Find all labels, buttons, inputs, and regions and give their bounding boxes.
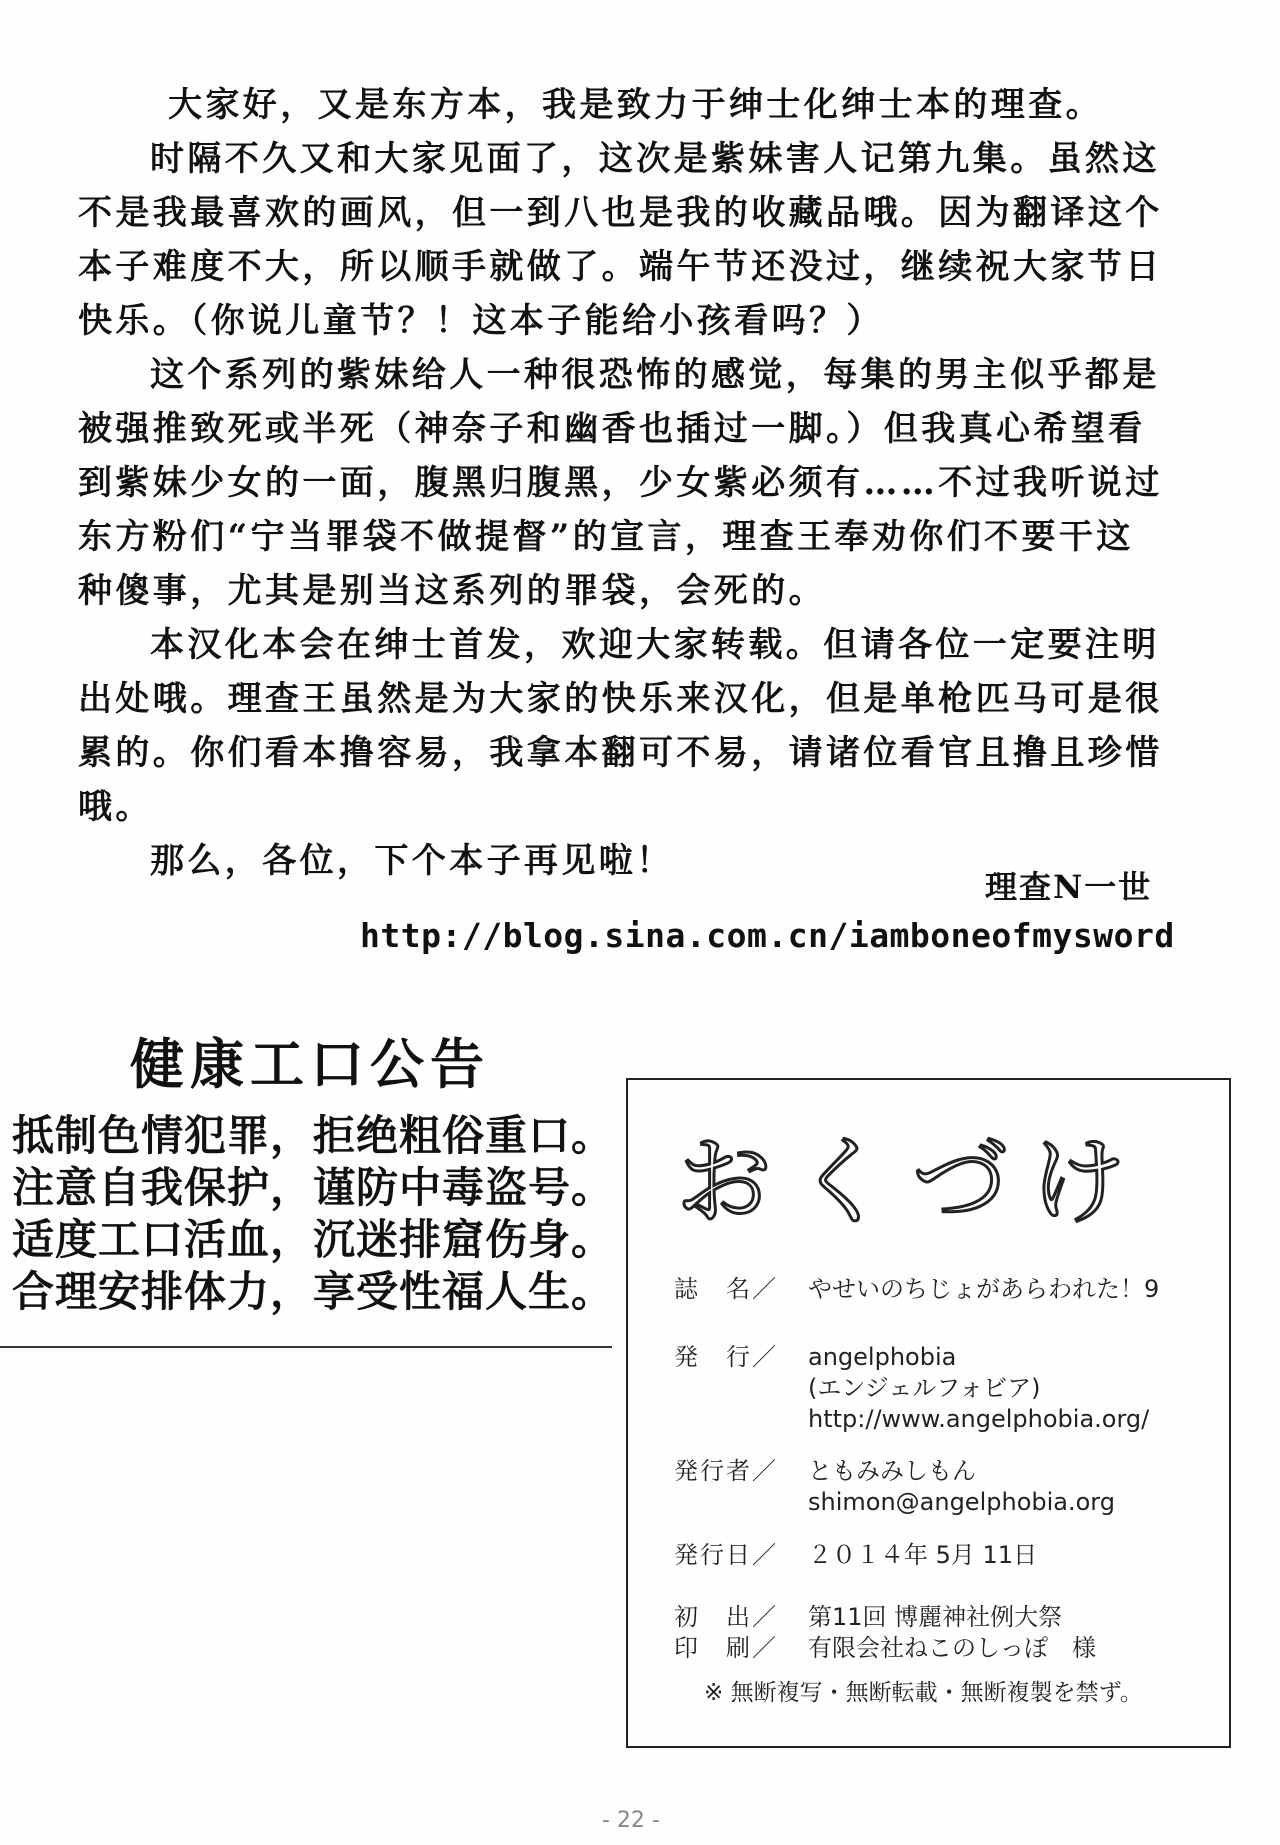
letter-signature: 理查N一世 <box>985 868 1153 906</box>
letter-line: 不是我最喜欢的画风，但一到八也是我的收藏品哦。因为翻译这个 <box>78 193 1163 233</box>
notice-line: 注意自我保护，谨防中毒盗号。 <box>12 1163 615 1212</box>
letter-line: 东方粉们“宁当罪袋不做提督”的宣言，理查王奉劝你们不要干这 <box>78 517 1134 557</box>
colophon-label: 誌 名／ <box>674 1275 778 1303</box>
colophon-value-line: http://www.angelphobia.org/ <box>808 1405 1150 1433</box>
blog-url: http://blog.sina.com.cn/iamboneofmysword <box>360 916 1175 955</box>
colophon-value-line: shimon@angelphobia.org <box>808 1488 1115 1516</box>
colophon-value <box>808 1633 1096 1664</box>
colophon-value-line: (エンジェルフォビア) <box>808 1374 1041 1402</box>
letter-line: 快乐。（你说儿童节？！这本子能给小孩看吗？） <box>78 301 884 341</box>
notice-title: 健康工口公告 <box>130 1032 490 1096</box>
colophon-label: 初 出／ <box>674 1603 778 1631</box>
notice-divider <box>0 1346 612 1348</box>
letter-line: 大家好，又是东方本，我是致力于绅士化绅士本的理查。 <box>168 85 1103 125</box>
colophon-value-line: 第11回 博麗神社例大祭 <box>808 1603 1063 1631</box>
notice-lines <box>12 1110 632 1318</box>
letter-line: 种傻事，尤其是别当这系列的罪袋，会死的。 <box>78 571 826 611</box>
colophon-value <box>808 1342 1149 1435</box>
translator-letter <box>78 78 1248 888</box>
letter-line: 出处哦。理查王虽然是为大家的快乐来汉化，但是单枪匹马可是很 <box>78 679 1163 719</box>
notice-line: 适度工口活血，沉迷排窟伤身。 <box>12 1215 615 1264</box>
colophon-label: 発行日／ <box>674 1541 778 1569</box>
notice-line: 合理安排体力，享受性福人生。 <box>12 1267 615 1316</box>
letter-line: 哦。 <box>78 787 153 827</box>
letter-line: 到紫妹少女的一面，腹黑归腹黑，少女紫必须有……不过我听说过 <box>78 463 1163 503</box>
colophon-title: おくづけ <box>676 1126 1148 1238</box>
letter-line: 累的。你们看本撸容易，我拿本翻可不易，请诸位看官且撸且珍惜 <box>78 733 1163 773</box>
colophon-row-date <box>674 1540 1037 1571</box>
colophon-row-event <box>674 1602 1062 1633</box>
colophon-value <box>808 1456 1115 1518</box>
colophon-label: 印 刷／ <box>674 1634 778 1662</box>
letter-line: 本汉化本会在绅士首发，欢迎大家转载。但请各位一定要注明 <box>150 625 1160 665</box>
colophon-row-title <box>674 1274 1159 1305</box>
colophon-value <box>808 1602 1062 1633</box>
colophon-value-line: ともみみしもん <box>808 1457 976 1485</box>
colophon-row-author <box>674 1456 1115 1518</box>
colophon-value-line: angelphobia <box>808 1343 957 1371</box>
colophon-value-line: やせいのちじょがあらわれた！9 <box>808 1275 1160 1303</box>
notice-line: 抵制色情犯罪，拒绝粗俗重口。 <box>12 1111 615 1160</box>
colophon-box <box>626 1078 1231 1748</box>
colophon-row-printer <box>674 1633 1096 1664</box>
colophon-label: 発行者／ <box>674 1457 778 1485</box>
copyright-note: ※ 無断複写・無断転載・無断複製を禁ず。 <box>704 1680 1143 1706</box>
letter-line: 本子难度不大，所以顺手就做了。端午节还没过，继续祝大家节日 <box>78 247 1163 287</box>
colophon-label: 発 行／ <box>674 1343 778 1371</box>
letter-line: 被强推致死或半死（神奈子和幽香也插过一脚。）但我真心希望看 <box>78 409 1146 449</box>
colophon-value <box>808 1274 1159 1305</box>
colophon-value-line: ２０１４年 5月 11日 <box>808 1541 1038 1569</box>
letter-line: 这个系列的紫妹给人一种很恐怖的感觉，每集的男主似乎都是 <box>150 355 1160 395</box>
letter-line: 时隔不久又和大家见面了，这次是紫妹害人记第九集。虽然这 <box>150 139 1160 179</box>
colophon-value-line: 有限会社ねこのしっぽ 様 <box>808 1634 1096 1662</box>
colophon-row-publisher <box>674 1342 1149 1435</box>
letter-line: 那么，各位，下个本子再见啦！ <box>150 841 674 881</box>
page-number: - 22 - <box>602 1808 660 1833</box>
colophon-value <box>808 1540 1037 1571</box>
